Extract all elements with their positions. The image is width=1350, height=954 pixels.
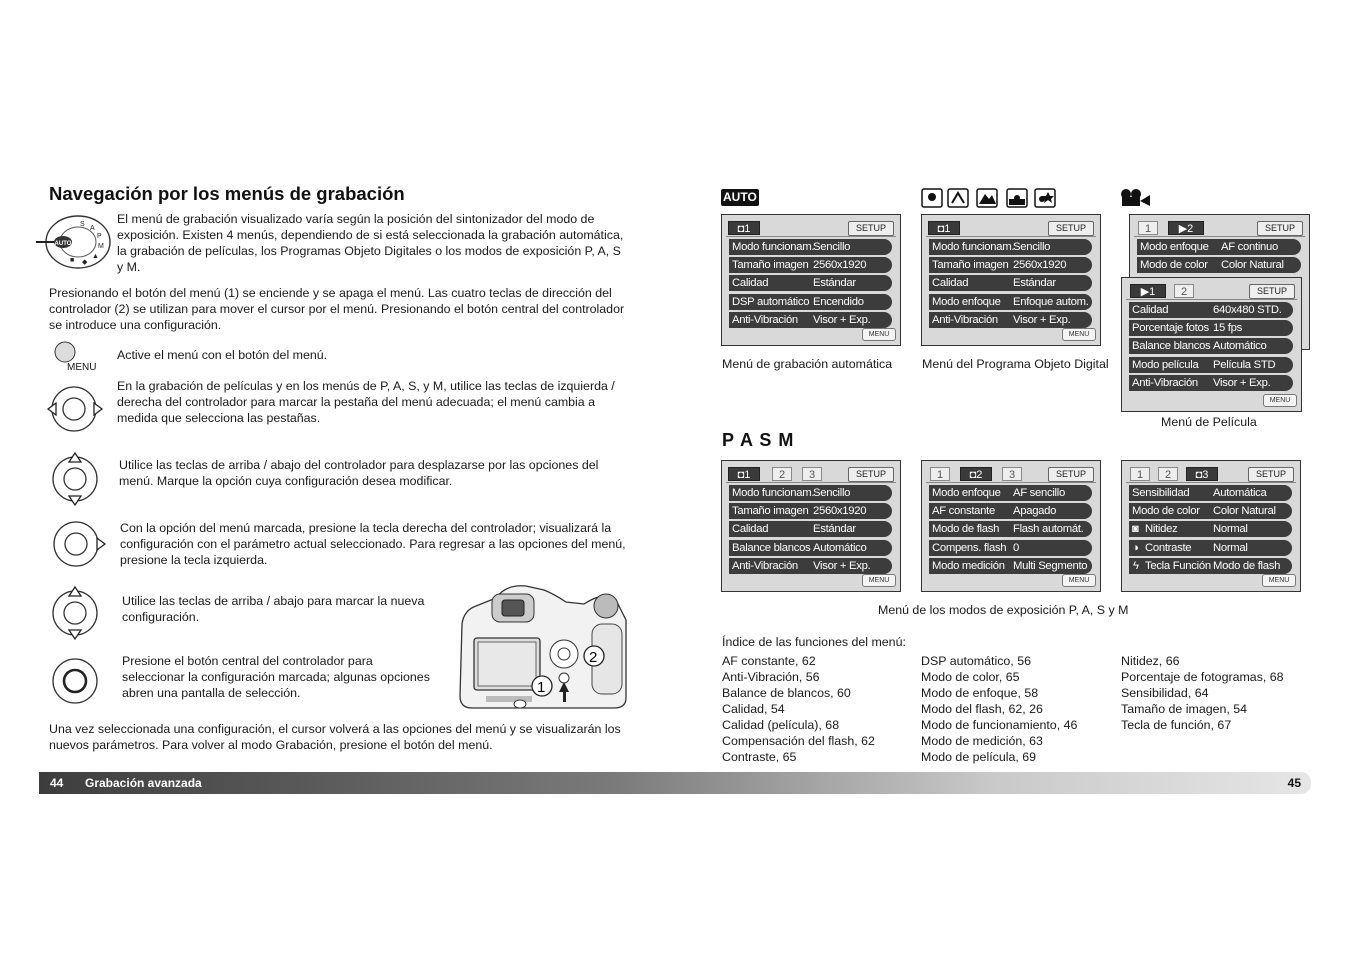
- menu-row[interactable]: Porcentaje fotos 15 fps: [1129, 320, 1293, 336]
- auto-mode-badge: AUTO: [723, 190, 757, 204]
- index-entry: Balance de blancos, 60: [722, 686, 851, 700]
- svg-text:M: M: [98, 243, 104, 250]
- step-choose-setting: Utilice las teclas de arriba / abajo para marcar la nueva configuración.: [122, 594, 425, 624]
- sharpness-icon: ◙: [1132, 523, 1139, 536]
- movie-menu-screen-front: [1121, 277, 1302, 412]
- tab-camera-1[interactable]: ◘1: [728, 467, 760, 481]
- auto-menu-screen: [721, 214, 901, 346]
- menu-return-button[interactable]: MENU: [1062, 574, 1096, 587]
- menu-row[interactable]: Nitidez Normal ◙: [1129, 521, 1292, 537]
- index-entry: Anti-Vibración, 56: [722, 670, 820, 684]
- menu-row[interactable]: Calidad Estándar: [729, 521, 892, 537]
- controller-center-icon: [50, 655, 102, 707]
- index-entry: Modo de funcionamiento, 46: [921, 718, 1078, 732]
- controller-up-down-icon: [48, 450, 104, 508]
- flash-icon: ϟ: [1133, 559, 1139, 572]
- setup-tab[interactable]: SETUP: [1048, 221, 1094, 236]
- index-title: Índice de las funciones del menú:: [722, 635, 906, 649]
- index-entry: Nitidez, 66: [1121, 654, 1180, 668]
- menu-return-button[interactable]: MENU: [862, 328, 896, 341]
- menu-row[interactable]: AF constante Apagado: [929, 503, 1092, 519]
- digital-menu-caption: Menú del Programa Objeto Digital: [922, 357, 1109, 371]
- movie-camera-icon: [1120, 188, 1152, 208]
- setup-tab[interactable]: SETUP: [848, 467, 894, 482]
- controller-left-right-icon: [44, 384, 106, 434]
- step-scroll-options: Utilice las teclas de arriba / abajo del controlador para desplazarse por las opciones del menú. Marque la opción cuya configuración desea modificar.: [119, 458, 599, 488]
- svg-text:A: A: [90, 225, 95, 232]
- setup-tab[interactable]: SETUP: [1048, 467, 1094, 482]
- right-page-number: 45: [1287, 776, 1301, 790]
- callout-1: 1: [537, 679, 546, 696]
- menu-return-button[interactable]: MENU: [1263, 394, 1297, 407]
- tab-2[interactable]: 2: [1158, 467, 1178, 481]
- menu-row[interactable]: Modo enfoque Enfoque autom.: [929, 294, 1092, 310]
- tab-1[interactable]: 1: [930, 467, 950, 481]
- camera-back-illustration: [456, 580, 630, 712]
- index-entry: Sensibilidad, 64: [1121, 686, 1209, 700]
- index-entry: Tamaño de imagen, 54: [1121, 702, 1248, 716]
- menu-button-label: MENU: [67, 362, 97, 373]
- mode-dial-icon: [30, 212, 112, 272]
- tab-3[interactable]: 3: [1002, 467, 1022, 481]
- menu-row[interactable]: Calidad Estándar: [929, 275, 1092, 291]
- menu-row[interactable]: Anti-Vibración Visor + Exp.: [1129, 375, 1293, 391]
- svg-text:◆: ◆: [82, 259, 88, 266]
- movie-menu-caption: Menú de Película: [1161, 415, 1257, 429]
- index-entry: Modo de medición, 63: [921, 734, 1043, 748]
- footer-bar: [39, 772, 1311, 794]
- tab-2[interactable]: 2: [772, 467, 792, 481]
- index-entry: Tecla de función, 67: [1121, 718, 1232, 732]
- tab-1[interactable]: 1: [1138, 221, 1158, 235]
- section-title: Grabación avanzada: [85, 776, 202, 790]
- index-entry: Contraste, 65: [722, 750, 797, 764]
- svg-text:S: S: [80, 221, 85, 228]
- menu-row[interactable]: Tamaño imagen 2560x1920: [929, 257, 1092, 273]
- pasm-mode-label: P A S M: [722, 430, 795, 450]
- left-page-number: 44: [50, 776, 64, 790]
- tab-camera-3[interactable]: ◘3: [1186, 467, 1218, 481]
- contrast-icon: ◑: [1132, 541, 1139, 554]
- index-entry: Calidad (película), 68: [722, 718, 840, 732]
- menu-row[interactable]: Contraste Normal ◑: [1129, 540, 1292, 556]
- index-entry: Modo de película, 69: [921, 750, 1037, 764]
- index-entry: DSP automático, 56: [921, 654, 1031, 668]
- step-confirm-setting: Presione el botón central del controlador para seleccionar la configuración marcada; algunas opciones abren una pantalla de selección.: [122, 654, 430, 700]
- menu-row[interactable]: Modo medición Multi Segmento: [929, 558, 1092, 574]
- menu-return-button[interactable]: MENU: [862, 574, 896, 587]
- menu-row[interactable]: Calidad 640x480 STD.: [1129, 302, 1293, 318]
- menu-row[interactable]: Modo enfoque AF continuo: [1137, 239, 1301, 255]
- tab-camera-2[interactable]: ◘2: [960, 467, 992, 481]
- index-column-2: [921, 653, 1077, 765]
- pasm-menu-screen-3: [1121, 460, 1301, 592]
- menu-row[interactable]: Anti-Vibración Visor + Exp.: [729, 312, 892, 328]
- menu-row[interactable]: Modo de flash Flash automát.: [929, 521, 1092, 537]
- menu-row[interactable]: Balance blancos Automático: [729, 540, 892, 556]
- menu-row[interactable]: Calidad Estándar: [729, 275, 892, 291]
- menu-row[interactable]: Modo de color Color Natural: [1137, 257, 1301, 273]
- menu-row[interactable]: Modo de color Color Natural: [1129, 503, 1292, 519]
- menu-return-button[interactable]: MENU: [1062, 328, 1096, 341]
- menu-row[interactable]: Tecla Función Modo de flash ϟ: [1129, 558, 1292, 574]
- index-entry: AF constante, 62: [722, 654, 816, 668]
- menu-return-button[interactable]: MENU: [1262, 574, 1296, 587]
- menu-row[interactable]: Modo funcionam. Sencillo: [929, 239, 1092, 255]
- index-column-1: [722, 653, 875, 765]
- menu-row[interactable]: Compens. flash 0: [929, 540, 1092, 556]
- tab-1[interactable]: 1: [1130, 467, 1150, 481]
- pasm-menu-screen-2: [921, 460, 1101, 592]
- menu-row[interactable]: Balance blancos Automático: [1129, 338, 1293, 354]
- tab-2[interactable]: 2: [1174, 284, 1194, 298]
- menu-row[interactable]: Tamaño imagen 2560x1920: [729, 503, 892, 519]
- auto-menu-caption: Menú de grabación automática: [722, 357, 893, 371]
- index-entry: Modo de color, 65: [921, 670, 1020, 684]
- menu-nav-paragraph: Presionando el botón del menú (1) se enciende y se apaga el menú. Las cuatro teclas de dirección del controlador (2) se utilizan para mover el cursor por el menú. Presionando el botón central del controlador se introduce una configuración.: [49, 286, 625, 332]
- pasm-menu-caption: Menú de los modos de exposición P, A, S y M: [878, 603, 1129, 617]
- menu-row[interactable]: Modo enfoque AF sencillo: [929, 485, 1092, 501]
- setup-tab[interactable]: SETUP: [1257, 221, 1303, 236]
- menu-row[interactable]: Tamaño imagen 2560x1920: [729, 257, 892, 273]
- tab-3[interactable]: 3: [802, 467, 822, 481]
- menu-row[interactable]: Modo película Película STD: [1129, 357, 1293, 373]
- index-entry: Modo de enfoque, 58: [921, 686, 1039, 700]
- menu-row[interactable]: Anti-Vibración Visor + Exp.: [929, 312, 1092, 328]
- controller-up-down-icon-2: [48, 584, 104, 642]
- index-entry: Modo del flash, 62, 26: [921, 702, 1043, 716]
- step-select-tab: En la grabación de películas y en los menús de P, A, S, y M, utilice las teclas de izquierda / derecha del controlador para marcar la pestaña del menú adecuada; el menú cambia a medida que selecciona las pestañas.: [117, 379, 615, 425]
- svg-text:P: P: [97, 233, 102, 240]
- index-entry: Calidad, 54: [722, 702, 785, 716]
- step-activate-menu: Active el menú con el botón del menú.: [117, 348, 328, 362]
- setup-tab[interactable]: SETUP: [1248, 467, 1294, 482]
- tab-movie-2[interactable]: ▶2: [1168, 221, 1204, 235]
- index-entry: Compensación del flash, 62: [722, 734, 875, 748]
- digital-program-menu-screen: [921, 214, 1101, 346]
- closing-paragraph: Una vez seleccionada una configuración, el cursor volverá a las opciones del menú y se visualizarán los nuevos parámetros. Para volver al modo Grabación, presione el botón del menú.: [49, 722, 621, 752]
- tab-camera-1[interactable]: ◘1: [928, 221, 960, 235]
- menu-row[interactable]: Modo funcionam. Sencillo: [729, 485, 892, 501]
- menu-row[interactable]: Sensibilidad Automática: [1129, 485, 1292, 501]
- digital-subject-icons: [921, 188, 1061, 213]
- controller-right-icon: [50, 518, 108, 570]
- tab-camera-1[interactable]: ◘1: [728, 221, 760, 235]
- setup-tab[interactable]: SETUP: [1249, 284, 1295, 299]
- index-column-3: [1121, 653, 1284, 733]
- tab-movie-1[interactable]: ▶1: [1130, 284, 1166, 298]
- svg-text:■: ■: [70, 257, 75, 264]
- menu-row[interactable]: Modo funcionam. Sencillo: [729, 239, 892, 255]
- page-title: Navegación por los menús de grabación: [49, 183, 405, 204]
- index-entry: Porcentaje de fotogramas, 68: [1121, 670, 1284, 684]
- setup-tab[interactable]: SETUP: [848, 221, 894, 236]
- callout-2: 2: [589, 649, 598, 666]
- intro-text: El menú de grabación visualizado varía según la posición del sintonizador del modo de exposición. Existen 4 menús, dependiendo de si está seleccionada la grabación automática, la grabación de películas, los Programas Objeto Digitales o los modos de exposición P, A, S y M.: [117, 212, 624, 274]
- step-open-setting: Con la opción del menú marcada, presione la tecla derecha del controlador; visualizará la configuración con el parámetro actual seleccionado. Para regresar a las opciones del menú, presione la tecla izquierda.: [120, 521, 626, 567]
- menu-row[interactable]: Anti-Vibración Visor + Exp.: [729, 558, 892, 574]
- svg-text:▲: ▲: [92, 253, 99, 260]
- pasm-menu-screen-1: [721, 460, 901, 592]
- dial-auto-label: AUTO: [54, 241, 72, 247]
- menu-row[interactable]: DSP automático Encendido: [729, 294, 892, 310]
